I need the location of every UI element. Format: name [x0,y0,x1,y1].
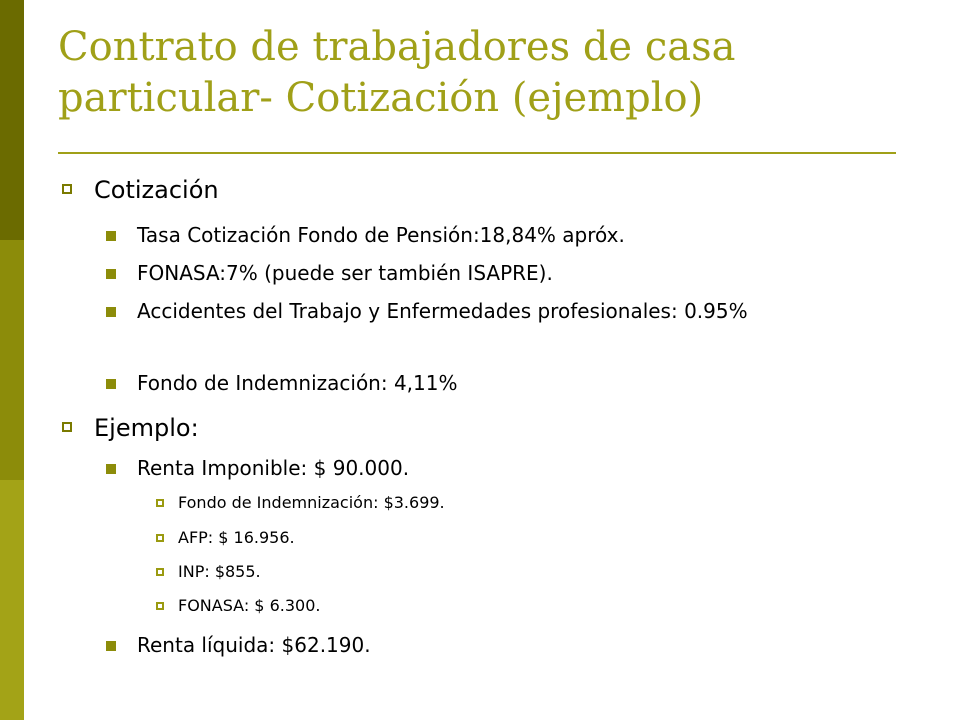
hollow-square-bullet-icon [156,602,164,610]
list-item-text: Accidentes del Trabajo y Enfermedades profesionales: 0.95% [137,299,748,323]
section-heading-label: Cotización [94,176,219,204]
list-item-text: Tasa Cotización Fondo de Pensión:18,84% apróx. [137,223,625,247]
list-item [106,222,886,248]
sub-list-item-text: AFP: $ 16.956. [178,528,295,547]
hollow-square-bullet-icon [62,422,72,432]
list-item-text: Renta Imponible: $ 90.000. [137,456,410,480]
hollow-square-bullet-icon [156,534,164,542]
list-item [106,298,886,324]
slide-title: Contrato de trabajadores de casa particular- Cotización (ejemplo) [58,24,736,121]
list-item-text: Renta líquida: $62.190. [137,633,371,657]
list-item [106,370,886,396]
sub-list-item-text: Fondo de Indemnización: $3.699. [178,493,445,512]
hollow-square-bullet-icon [156,568,164,576]
square-bullet-icon [106,269,116,279]
list-item [106,632,886,658]
square-bullet-icon [106,379,116,389]
list-item-text: FONASA:7% (puede ser también ISAPRE). [137,261,553,285]
hollow-square-bullet-icon [156,499,164,507]
square-bullet-icon [106,307,116,317]
square-bullet-icon [106,641,116,651]
list-item [106,455,886,481]
hollow-square-bullet-icon [62,184,72,194]
sub-list-item-text: INP: $855. [178,562,261,581]
list-item [106,260,886,286]
square-bullet-icon [106,464,116,474]
sub-list-item-text: FONASA: $ 6.300. [178,596,321,615]
list-item-text: Fondo de Indemnización: 4,11% [137,371,458,395]
square-bullet-icon [106,231,116,241]
section-heading-label: Ejemplo: [94,414,199,442]
